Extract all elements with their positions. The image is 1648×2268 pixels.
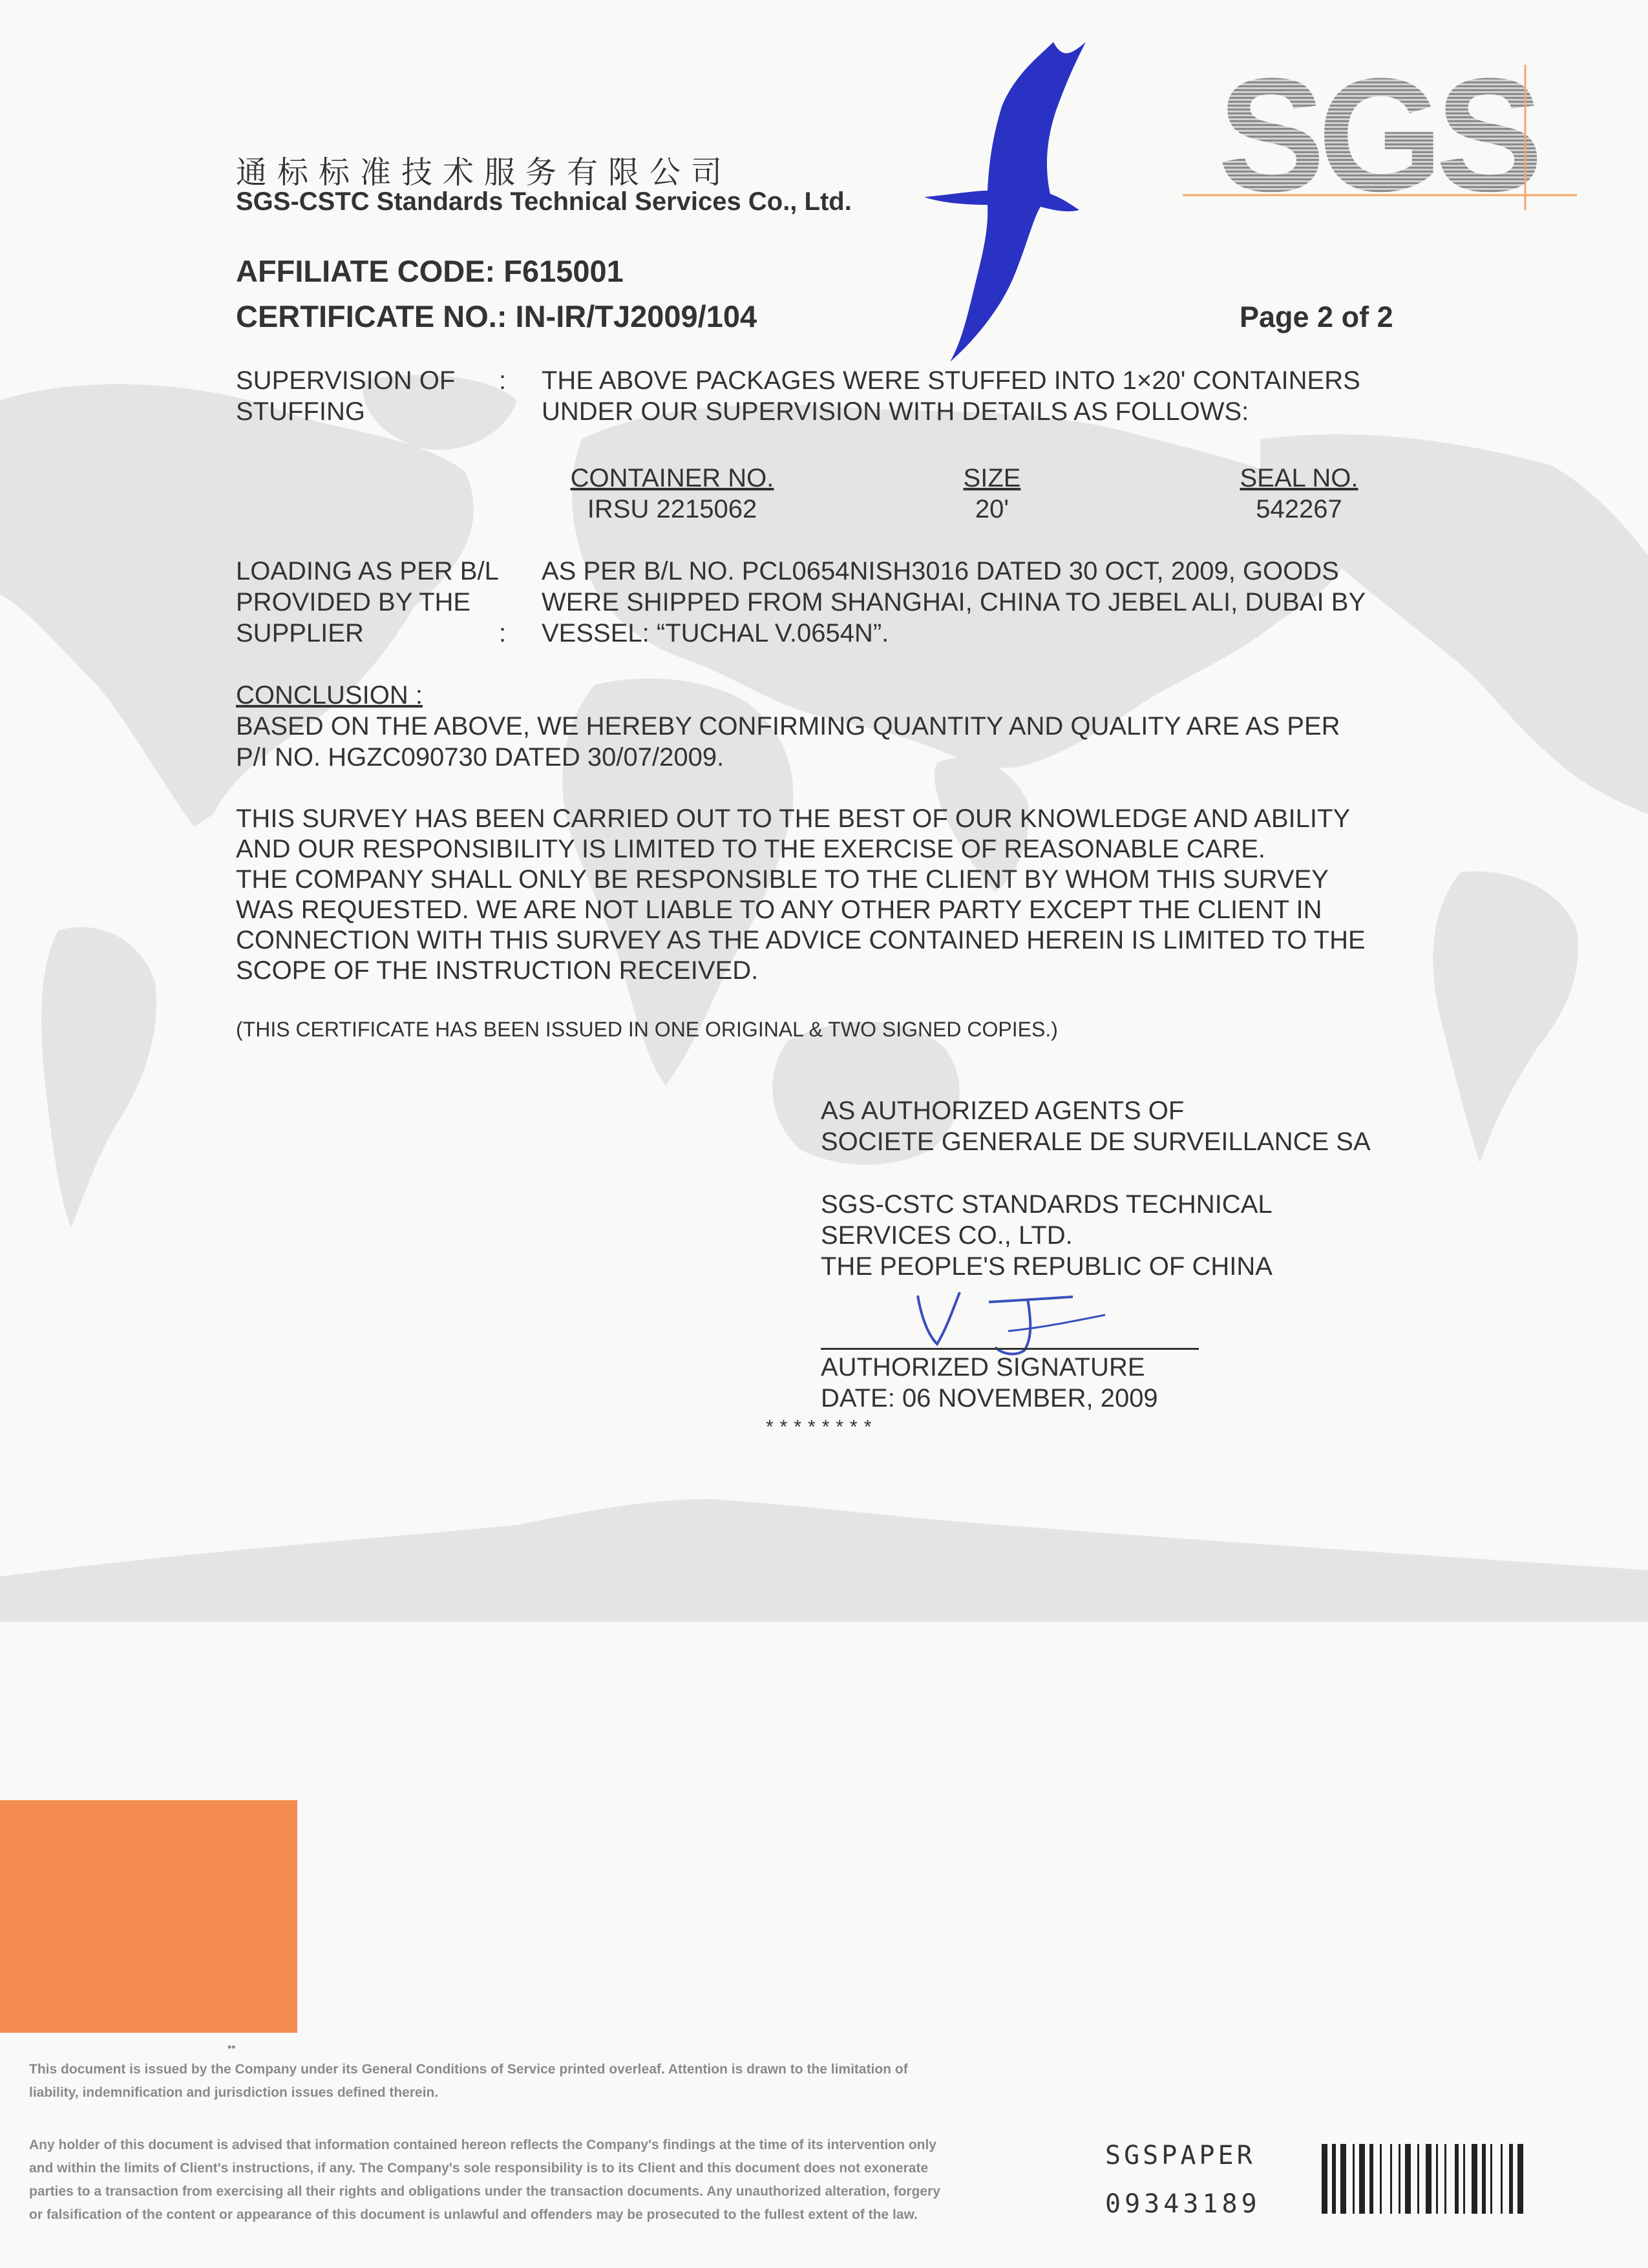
- conclusion-heading: CONCLUSION :: [236, 681, 423, 709]
- company-name-english: SGS-CSTC Standards Technical Services Co., Ltd.: [236, 187, 852, 216]
- supervision-value: [542, 365, 1360, 427]
- container-no-value: IRSU 2215062: [587, 495, 757, 523]
- sgs-logo: [1183, 58, 1583, 213]
- loading-label-line: SUPPLIER: [236, 619, 364, 647]
- barcode-bar: [1436, 2144, 1438, 2214]
- disclaimer-line: CONNECTION WITH THIS SURVEY AS THE ADVICE CONTAINED HEREIN IS LIMITED TO THE: [236, 926, 1366, 954]
- orange-security-block: [0, 1800, 297, 2033]
- disclaimer-line: AND OUR RESPONSIBILITY IS LIMITED TO THE EXERCISE OF REASONABLE CARE.: [236, 835, 1265, 863]
- conclusion-line: P/I NO. HGZC090730 DATED 30/07/2009.: [236, 743, 724, 772]
- barcode-bar: [1359, 2144, 1365, 2214]
- barcode-bar: [1380, 2144, 1382, 2214]
- supervision-label-line: STUFFING: [236, 397, 365, 426]
- authorized-agents-block: [821, 1095, 1371, 1157]
- signature-block: [821, 1352, 1158, 1414]
- loading-label-line: LOADING AS PER B/L: [236, 557, 499, 585]
- supervision-value-line: UNDER OUR SUPERVISION WITH DETAILS AS FOLLOWS:: [542, 397, 1249, 426]
- barcode-bar: [1455, 2144, 1459, 2214]
- barcode-bar: [1340, 2144, 1346, 2214]
- loading-value-line: AS PER B/L NO. PCL0654NISH3016 DATED 30 OCT, 2009, GOODS: [542, 557, 1339, 585]
- end-of-document-stars: ********: [766, 1416, 878, 1438]
- supervision-value-line: THE ABOVE PACKAGES WERE STUFFED INTO 1×20' CONTAINERS: [542, 366, 1360, 395]
- conclusion-line: BASED ON THE ABOVE, WE HEREBY CONFIRMING QUANTITY AND QUALITY ARE AS PER: [236, 712, 1340, 740]
- issue-date: DATE: 06 NOVEMBER, 2009: [821, 1384, 1158, 1412]
- fine-print-line: or falsification of the content or appearance of this document is unlawful and offenders may be prosecuted to the fullest extent of the law.: [29, 2207, 918, 2222]
- disclaimer-line: SCOPE OF THE INSTRUCTION RECEIVED.: [236, 956, 759, 985]
- tiny-mark: ••: [227, 2041, 236, 2053]
- conclusion-section: [236, 680, 1464, 773]
- loading-label-line: PROVIDED BY THE: [236, 588, 471, 616]
- issuer-block: [821, 1189, 1273, 1282]
- page-indicator: Page 2 of 2: [1240, 300, 1393, 333]
- sgs-bird-emblem: [905, 36, 1099, 365]
- loading-value: [542, 556, 1366, 649]
- svg-text:SGS: SGS: [1218, 58, 1536, 213]
- barcode-bar: [1444, 2144, 1446, 2214]
- barcode-bar: [1501, 2144, 1503, 2214]
- authorization-line: SGS-CSTC STANDARDS TECHNICAL: [821, 1190, 1273, 1219]
- container-no-header: CONTAINER NO.: [570, 464, 774, 492]
- barcode-bar: [1426, 2144, 1431, 2214]
- loading-value-line: VESSEL: “TUCHAL V.0654N”.: [542, 619, 889, 647]
- fine-print-line: Any holder of this document is advised that information contained hereon reflects the Company's findings at the time of its intervention only: [29, 2137, 936, 2152]
- barcode-bar: [1417, 2144, 1419, 2214]
- loading-value-line: WERE SHIPPED FROM SHANGHAI, CHINA TO JEBEL ALI, DUBAI BY: [542, 588, 1366, 616]
- barcode-bar: [1353, 2144, 1355, 2214]
- barcode-bar: [1369, 2144, 1373, 2214]
- seal-no-column: [1202, 463, 1396, 525]
- loading-colon: :: [499, 619, 507, 647]
- seal-no-header: SEAL NO.: [1240, 464, 1358, 492]
- barcode-bar: [1472, 2144, 1477, 2214]
- fine-print-line: parties to a transaction from exercising all their rights and obligations under the transaction documents. Any unauthorized alteration, forgery: [29, 2184, 940, 2199]
- signature-label: AUTHORIZED SIGNATURE: [821, 1353, 1145, 1381]
- size-column: [924, 463, 1060, 525]
- copies-note: (THIS CERTIFICATE HAS BEEN ISSUED IN ONE ORIGINAL & TWO SIGNED COPIES.): [236, 1018, 1058, 1041]
- fine-print-general-conditions: [29, 2058, 1011, 2105]
- supervision-label-line: SUPERVISION OF: [236, 366, 456, 395]
- fine-print-holder-notice: [29, 2134, 1011, 2227]
- size-value: 20': [975, 495, 1009, 523]
- barcode-bar: [1322, 2144, 1327, 2214]
- paper-serial-number: 09343189: [1105, 2189, 1261, 2219]
- container-no-column: [536, 463, 808, 525]
- barcode-bar: [1405, 2144, 1411, 2214]
- barcode-bar: [1390, 2144, 1392, 2214]
- fine-print-line: liability, indemnification and jurisdiction issues defined therein.: [29, 2085, 439, 2100]
- disclaimer-line: THIS SURVEY HAS BEEN CARRIED OUT TO THE BEST OF OUR KNOWLEDGE AND ABILITY: [236, 804, 1351, 833]
- fine-print-line: and within the limits of Client's instructions, if any. The Company's sole responsibility is to its Client and this document does not exonerate: [29, 2161, 929, 2176]
- barcode-bar: [1399, 2144, 1400, 2214]
- disclaimer-line: THE COMPANY SHALL ONLY BE RESPONSIBLE TO THE CLIENT BY WHOM THIS SURVEY: [236, 865, 1329, 894]
- authorization-line: SOCIETE GENERALE DE SURVEILLANCE SA: [821, 1128, 1371, 1156]
- disclaimer-paragraph: [236, 804, 1464, 986]
- authorization-line: AS AUTHORIZED AGENTS OF: [821, 1097, 1185, 1125]
- barcode: [1322, 2144, 1570, 2214]
- barcode-bar: [1463, 2144, 1465, 2214]
- barcode-bar: [1490, 2144, 1492, 2214]
- barcode-bar: [1482, 2144, 1486, 2214]
- seal-no-value: 542267: [1256, 495, 1342, 523]
- affiliate-code: AFFILIATE CODE: F615001: [236, 254, 624, 288]
- barcode-bar: [1332, 2144, 1336, 2214]
- barcode-bar: [1517, 2144, 1523, 2214]
- barcode-bar: [1509, 2144, 1513, 2214]
- paper-label: SGSPAPER: [1105, 2141, 1256, 2170]
- loading-label: [236, 556, 499, 649]
- supervision-label: [236, 365, 455, 427]
- supervision-colon: :: [499, 366, 507, 395]
- disclaimer-line: WAS REQUESTED. WE ARE NOT LIABLE TO ANY OTHER PARTY EXCEPT THE CLIENT IN: [236, 896, 1322, 924]
- authorization-line: THE PEOPLE'S REPUBLIC OF CHINA: [821, 1252, 1273, 1281]
- size-header: SIZE: [963, 464, 1021, 492]
- certificate-number: CERTIFICATE NO.: IN-IR/TJ2009/104: [236, 299, 757, 333]
- world-map-watermark: [0, 362, 1648, 1641]
- company-name-chinese: 通标标准技术服务有限公司: [236, 154, 733, 191]
- signature-line: [821, 1348, 1199, 1350]
- fine-print-line: This document is issued by the Company under its General Conditions of Service printed overleaf. Attention is drawn to the limitation of: [29, 2062, 908, 2077]
- authorization-line: SERVICES CO., LTD.: [821, 1221, 1073, 1250]
